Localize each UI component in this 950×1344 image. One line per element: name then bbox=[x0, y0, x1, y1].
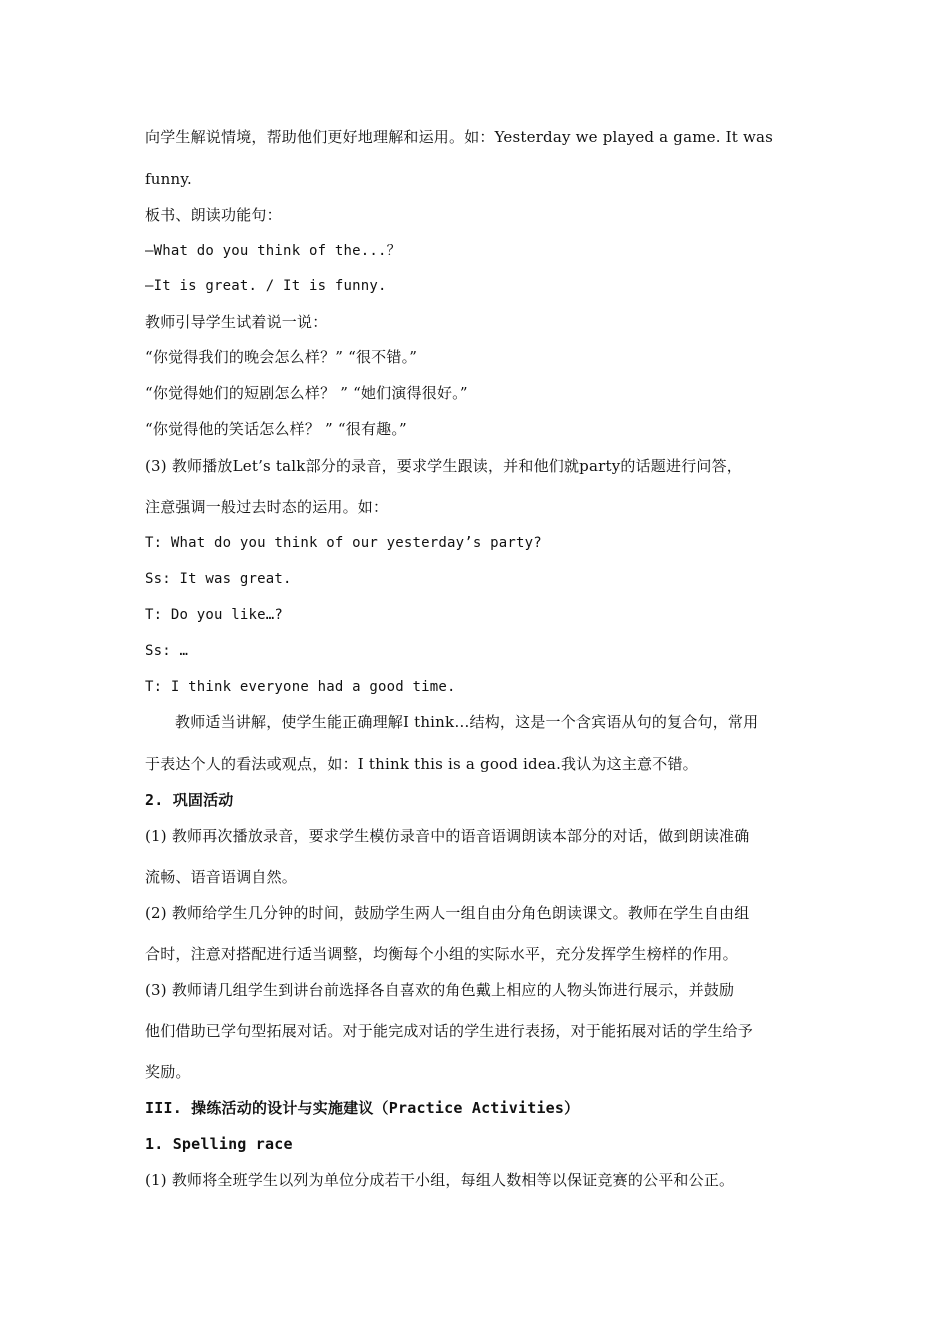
paragraph-line: (3) 教师请几组学生到讲台前选择各自喜欢的角色戴上相应的人物头饰进行展示，并鼓励 bbox=[145, 981, 735, 999]
paragraph-line: 板书、朗读功能句： bbox=[145, 206, 282, 224]
section-heading: III. 操练活动的设计与实施建议（Practice Activities） bbox=[145, 1099, 580, 1117]
paragraph-line: (1) 教师将全班学生以列为单位分成若干小组，每组人数相等以保证竞赛的公平和公正。 bbox=[145, 1171, 735, 1189]
dialogue-line: “你觉得我们的晚会怎么样？” “很不错。” bbox=[145, 348, 418, 366]
subsection-heading: 1. Spelling race bbox=[145, 1135, 293, 1153]
paragraph-line: 流畅、语音语调自然。 bbox=[145, 868, 298, 886]
paragraph-line: 教师引导学生试着说一说： bbox=[145, 313, 328, 331]
section-heading: 2. 巩固活动 bbox=[145, 791, 234, 809]
dialogue-line: T: I think everyone had a good time. bbox=[145, 679, 456, 695]
paragraph-line: (3) 教师播放Let’s talk部分的录音，要求学生跟读，并和他们就party的话题进行问答， bbox=[145, 457, 742, 475]
paragraph-line: 合时，注意对搭配进行适当调整，均衡每个小组的实际水平，充分发挥学生榜样的作用。 bbox=[145, 945, 738, 963]
paragraph-line: 于表达个人的看法或观点，如：I think this is a good idea.我认为这主意不错。 bbox=[145, 755, 698, 773]
paragraph-line: (1) 教师再次播放录音，要求学生模仿录音中的语音语调朗读本部分的对话，做到朗读准确 bbox=[145, 827, 750, 845]
paragraph-line: 注意强调一般过去时态的运用。如： bbox=[145, 498, 389, 516]
dialogue-line: —It is great. / It is funny. bbox=[145, 278, 387, 294]
dialogue-line: “你觉得他的笑话怎么样？ ” “很有趣。” bbox=[145, 420, 407, 438]
paragraph-line: 他们借助已学句型拓展对话。对于能完成对话的学生进行表扬，对于能拓展对话的学生给予 bbox=[145, 1022, 754, 1040]
dialogue-line: T: What do you think of our yesterday’s party? bbox=[145, 535, 542, 551]
dialogue-line: Ss: It was great. bbox=[145, 571, 292, 587]
paragraph-line: 教师适当讲解，使学生能正确理解I think…结构，这是一个含宾语从句的复合句，常用 bbox=[175, 713, 759, 731]
dialogue-line: —What do you think of the...？ bbox=[145, 243, 401, 259]
paragraph-line: 奖励。 bbox=[145, 1063, 191, 1081]
paragraph-line: funny. bbox=[145, 170, 192, 188]
paragraph-line: 向学生解说情境，帮助他们更好地理解和运用。如：Yesterday we played a game. It was bbox=[145, 128, 774, 146]
paragraph-line: (2) 教师给学生几分钟的时间，鼓励学生两人一组自由分角色朗读课文。教师在学生自由组 bbox=[145, 904, 750, 922]
dialogue-line: Ss: … bbox=[145, 643, 189, 659]
dialogue-line: T: Do you like…? bbox=[145, 607, 284, 623]
dialogue-line: “你觉得她们的短剧怎么样？ ” “她们演得很好。” bbox=[145, 384, 468, 402]
